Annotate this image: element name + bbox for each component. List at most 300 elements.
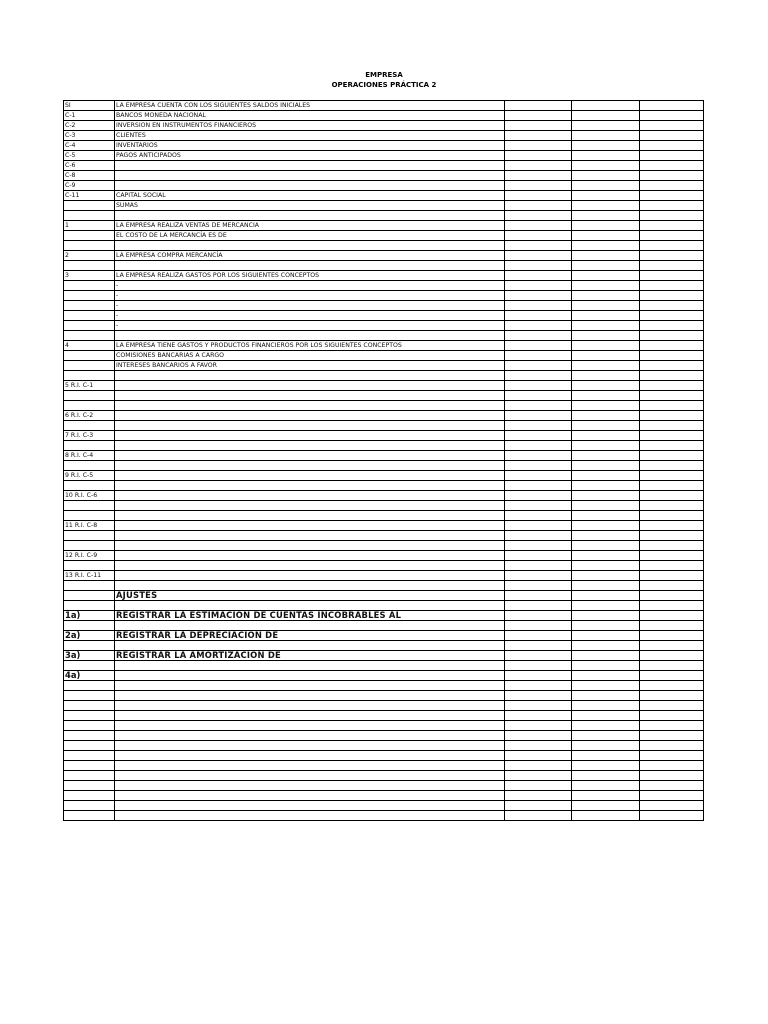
amount-cell[interactable] bbox=[505, 551, 572, 561]
debit-cell[interactable] bbox=[572, 671, 640, 681]
amount-cell[interactable] bbox=[505, 251, 572, 261]
credit-cell[interactable] bbox=[640, 791, 704, 801]
description-cell[interactable] bbox=[115, 491, 505, 501]
debit-cell[interactable] bbox=[572, 521, 640, 531]
debit-cell[interactable] bbox=[572, 261, 640, 271]
credit-cell[interactable] bbox=[640, 271, 704, 281]
code-cell[interactable] bbox=[64, 741, 115, 751]
code-cell[interactable] bbox=[64, 321, 115, 331]
credit-cell[interactable] bbox=[640, 211, 704, 221]
debit-cell[interactable] bbox=[572, 581, 640, 591]
description-cell[interactable]: AJUSTES bbox=[115, 591, 505, 601]
credit-cell[interactable] bbox=[640, 741, 704, 751]
debit-cell[interactable] bbox=[572, 771, 640, 781]
amount-cell[interactable] bbox=[505, 161, 572, 171]
credit-cell[interactable] bbox=[640, 251, 704, 261]
credit-cell[interactable] bbox=[640, 511, 704, 521]
credit-cell[interactable] bbox=[640, 431, 704, 441]
amount-cell[interactable] bbox=[505, 451, 572, 461]
description-cell[interactable] bbox=[115, 431, 505, 441]
credit-cell[interactable] bbox=[640, 461, 704, 471]
code-cell[interactable] bbox=[64, 201, 115, 211]
debit-cell[interactable] bbox=[572, 251, 640, 261]
amount-cell[interactable] bbox=[505, 791, 572, 801]
code-cell[interactable] bbox=[64, 801, 115, 811]
description-cell[interactable] bbox=[115, 661, 505, 671]
amount-cell[interactable] bbox=[505, 181, 572, 191]
debit-cell[interactable] bbox=[572, 811, 640, 821]
debit-cell[interactable] bbox=[572, 231, 640, 241]
code-cell[interactable]: C-1 bbox=[64, 111, 115, 121]
code-cell[interactable]: 6 R.I. C-2 bbox=[64, 411, 115, 421]
code-cell[interactable] bbox=[64, 351, 115, 361]
credit-cell[interactable] bbox=[640, 801, 704, 811]
credit-cell[interactable] bbox=[640, 531, 704, 541]
debit-cell[interactable] bbox=[572, 161, 640, 171]
credit-cell[interactable] bbox=[640, 651, 704, 661]
code-cell[interactable]: 10 R.I. C-6 bbox=[64, 491, 115, 501]
description-cell[interactable] bbox=[115, 241, 505, 251]
amount-cell[interactable] bbox=[505, 501, 572, 511]
code-cell[interactable]: 13 R.I. C-11 bbox=[64, 571, 115, 581]
description-cell[interactable] bbox=[115, 711, 505, 721]
amount-cell[interactable] bbox=[505, 391, 572, 401]
credit-cell[interactable] bbox=[640, 811, 704, 821]
credit-cell[interactable] bbox=[640, 701, 704, 711]
code-cell[interactable] bbox=[64, 561, 115, 571]
description-cell[interactable]: - bbox=[115, 301, 505, 311]
amount-cell[interactable] bbox=[505, 681, 572, 691]
credit-cell[interactable] bbox=[640, 671, 704, 681]
description-cell[interactable] bbox=[115, 671, 505, 681]
amount-cell[interactable] bbox=[505, 421, 572, 431]
description-cell[interactable] bbox=[115, 511, 505, 521]
code-cell[interactable] bbox=[64, 641, 115, 651]
code-cell[interactable] bbox=[64, 701, 115, 711]
debit-cell[interactable] bbox=[572, 481, 640, 491]
amount-cell[interactable] bbox=[505, 561, 572, 571]
credit-cell[interactable] bbox=[640, 661, 704, 671]
description-cell[interactable] bbox=[115, 681, 505, 691]
description-cell[interactable] bbox=[115, 801, 505, 811]
debit-cell[interactable] bbox=[572, 171, 640, 181]
credit-cell[interactable] bbox=[640, 391, 704, 401]
description-cell[interactable] bbox=[115, 471, 505, 481]
description-cell[interactable]: LA EMPRESA REALIZA VENTAS DE MERCANCIA bbox=[115, 221, 505, 231]
code-cell[interactable]: 7 R.I. C-3 bbox=[64, 431, 115, 441]
code-cell[interactable]: 3 bbox=[64, 271, 115, 281]
amount-cell[interactable] bbox=[505, 481, 572, 491]
amount-cell[interactable] bbox=[505, 711, 572, 721]
debit-cell[interactable] bbox=[572, 241, 640, 251]
description-cell[interactable]: LA EMPRESA REALIZA GASTOS POR LOS SIGUIENTES CONCEPTOS bbox=[115, 271, 505, 281]
amount-cell[interactable] bbox=[505, 521, 572, 531]
description-cell[interactable] bbox=[115, 751, 505, 761]
description-cell[interactable]: - bbox=[115, 291, 505, 301]
credit-cell[interactable] bbox=[640, 121, 704, 131]
debit-cell[interactable] bbox=[572, 801, 640, 811]
code-cell[interactable]: 3a) bbox=[64, 651, 115, 661]
description-cell[interactable]: COMISIONES BANCARIAS A CARGO bbox=[115, 351, 505, 361]
credit-cell[interactable] bbox=[640, 401, 704, 411]
debit-cell[interactable] bbox=[572, 421, 640, 431]
amount-cell[interactable] bbox=[505, 361, 572, 371]
debit-cell[interactable] bbox=[572, 611, 640, 621]
debit-cell[interactable] bbox=[572, 381, 640, 391]
debit-cell[interactable] bbox=[572, 291, 640, 301]
amount-cell[interactable] bbox=[505, 651, 572, 661]
credit-cell[interactable] bbox=[640, 361, 704, 371]
amount-cell[interactable] bbox=[505, 641, 572, 651]
description-cell[interactable] bbox=[115, 171, 505, 181]
debit-cell[interactable] bbox=[572, 211, 640, 221]
amount-cell[interactable] bbox=[505, 491, 572, 501]
code-cell[interactable] bbox=[64, 401, 115, 411]
code-cell[interactable]: 12 R.I. C-9 bbox=[64, 551, 115, 561]
description-cell[interactable]: INTERESES BANCARIOS A FAVOR bbox=[115, 361, 505, 371]
description-cell[interactable]: INVERSION EN INSTRUMENTOS FINANCIEROS bbox=[115, 121, 505, 131]
code-cell[interactable] bbox=[64, 331, 115, 341]
description-cell[interactable] bbox=[115, 621, 505, 631]
description-cell[interactable] bbox=[115, 501, 505, 511]
code-cell[interactable] bbox=[64, 721, 115, 731]
credit-cell[interactable] bbox=[640, 471, 704, 481]
credit-cell[interactable] bbox=[640, 111, 704, 121]
debit-cell[interactable] bbox=[572, 301, 640, 311]
credit-cell[interactable] bbox=[640, 551, 704, 561]
description-cell[interactable] bbox=[115, 741, 505, 751]
credit-cell[interactable] bbox=[640, 161, 704, 171]
debit-cell[interactable] bbox=[572, 401, 640, 411]
amount-cell[interactable] bbox=[505, 411, 572, 421]
credit-cell[interactable] bbox=[640, 191, 704, 201]
description-cell[interactable]: INVENTARIOS bbox=[115, 141, 505, 151]
credit-cell[interactable] bbox=[640, 641, 704, 651]
credit-cell[interactable] bbox=[640, 261, 704, 271]
debit-cell[interactable] bbox=[572, 271, 640, 281]
amount-cell[interactable] bbox=[505, 741, 572, 751]
debit-cell[interactable] bbox=[572, 121, 640, 131]
amount-cell[interactable] bbox=[505, 761, 572, 771]
credit-cell[interactable] bbox=[640, 141, 704, 151]
credit-cell[interactable] bbox=[640, 281, 704, 291]
credit-cell[interactable] bbox=[640, 321, 704, 331]
description-cell[interactable] bbox=[115, 551, 505, 561]
code-cell[interactable]: 2 bbox=[64, 251, 115, 261]
credit-cell[interactable] bbox=[640, 291, 704, 301]
amount-cell[interactable] bbox=[505, 141, 572, 151]
credit-cell[interactable] bbox=[640, 341, 704, 351]
description-cell[interactable] bbox=[115, 451, 505, 461]
description-cell[interactable] bbox=[115, 161, 505, 171]
description-cell[interactable] bbox=[115, 261, 505, 271]
description-cell[interactable]: - bbox=[115, 321, 505, 331]
amount-cell[interactable] bbox=[505, 311, 572, 321]
credit-cell[interactable] bbox=[640, 521, 704, 531]
code-cell[interactable]: C-11 bbox=[64, 191, 115, 201]
debit-cell[interactable] bbox=[572, 191, 640, 201]
code-cell[interactable] bbox=[64, 581, 115, 591]
credit-cell[interactable] bbox=[640, 441, 704, 451]
code-cell[interactable] bbox=[64, 621, 115, 631]
description-cell[interactable]: EL COSTO DE LA MERCANCÍA ES DE bbox=[115, 231, 505, 241]
debit-cell[interactable] bbox=[572, 711, 640, 721]
debit-cell[interactable] bbox=[572, 501, 640, 511]
debit-cell[interactable] bbox=[572, 541, 640, 551]
code-cell[interactable] bbox=[64, 461, 115, 471]
description-cell[interactable] bbox=[115, 481, 505, 491]
code-cell[interactable] bbox=[64, 481, 115, 491]
description-cell[interactable] bbox=[115, 601, 505, 611]
amount-cell[interactable] bbox=[505, 661, 572, 671]
description-cell[interactable]: LA EMPRESA TIENE GASTOS Y PRODUCTOS FINANCIEROS POR LOS SIGUIENTES CONCEPTOS bbox=[115, 341, 505, 351]
code-cell[interactable] bbox=[64, 511, 115, 521]
code-cell[interactable] bbox=[64, 761, 115, 771]
debit-cell[interactable] bbox=[572, 471, 640, 481]
code-cell[interactable] bbox=[64, 811, 115, 821]
description-cell[interactable] bbox=[115, 421, 505, 431]
debit-cell[interactable] bbox=[572, 621, 640, 631]
debit-cell[interactable] bbox=[572, 651, 640, 661]
debit-cell[interactable] bbox=[572, 341, 640, 351]
debit-cell[interactable] bbox=[572, 761, 640, 771]
code-cell[interactable]: C-9 bbox=[64, 181, 115, 191]
credit-cell[interactable] bbox=[640, 541, 704, 551]
code-cell[interactable] bbox=[64, 291, 115, 301]
description-cell[interactable] bbox=[115, 181, 505, 191]
description-cell[interactable]: BANCOS MONEDA NACIONAL bbox=[115, 111, 505, 121]
amount-cell[interactable] bbox=[505, 401, 572, 411]
code-cell[interactable]: C-3 bbox=[64, 131, 115, 141]
description-cell[interactable]: CAPITAL SOCIAL bbox=[115, 191, 505, 201]
code-cell[interactable] bbox=[64, 531, 115, 541]
debit-cell[interactable] bbox=[572, 131, 640, 141]
credit-cell[interactable] bbox=[640, 101, 704, 111]
code-cell[interactable]: C-2 bbox=[64, 121, 115, 131]
amount-cell[interactable] bbox=[505, 331, 572, 341]
debit-cell[interactable] bbox=[572, 601, 640, 611]
code-cell[interactable] bbox=[64, 771, 115, 781]
amount-cell[interactable] bbox=[505, 721, 572, 731]
credit-cell[interactable] bbox=[640, 681, 704, 691]
code-cell[interactable] bbox=[64, 441, 115, 451]
amount-cell[interactable] bbox=[505, 171, 572, 181]
amount-cell[interactable] bbox=[505, 671, 572, 681]
credit-cell[interactable] bbox=[640, 491, 704, 501]
description-cell[interactable]: - bbox=[115, 311, 505, 321]
description-cell[interactable]: REGISTRAR LA DEPRECIACION DE bbox=[115, 631, 505, 641]
debit-cell[interactable] bbox=[572, 631, 640, 641]
debit-cell[interactable] bbox=[572, 461, 640, 471]
code-cell[interactable] bbox=[64, 261, 115, 271]
credit-cell[interactable] bbox=[640, 311, 704, 321]
amount-cell[interactable] bbox=[505, 461, 572, 471]
credit-cell[interactable] bbox=[640, 241, 704, 251]
debit-cell[interactable] bbox=[572, 151, 640, 161]
debit-cell[interactable] bbox=[572, 691, 640, 701]
amount-cell[interactable] bbox=[505, 101, 572, 111]
credit-cell[interactable] bbox=[640, 611, 704, 621]
code-cell[interactable]: C-8 bbox=[64, 171, 115, 181]
code-cell[interactable]: C-5 bbox=[64, 151, 115, 161]
debit-cell[interactable] bbox=[572, 791, 640, 801]
debit-cell[interactable] bbox=[572, 731, 640, 741]
amount-cell[interactable] bbox=[505, 121, 572, 131]
description-cell[interactable] bbox=[115, 791, 505, 801]
credit-cell[interactable] bbox=[640, 631, 704, 641]
debit-cell[interactable] bbox=[572, 451, 640, 461]
amount-cell[interactable] bbox=[505, 431, 572, 441]
code-cell[interactable] bbox=[64, 421, 115, 431]
amount-cell[interactable] bbox=[505, 441, 572, 451]
amount-cell[interactable] bbox=[505, 241, 572, 251]
credit-cell[interactable] bbox=[640, 561, 704, 571]
amount-cell[interactable] bbox=[505, 291, 572, 301]
credit-cell[interactable] bbox=[640, 131, 704, 141]
description-cell[interactable] bbox=[115, 771, 505, 781]
credit-cell[interactable] bbox=[640, 181, 704, 191]
amount-cell[interactable] bbox=[505, 731, 572, 741]
debit-cell[interactable] bbox=[572, 111, 640, 121]
credit-cell[interactable] bbox=[640, 721, 704, 731]
code-cell[interactable]: C-6 bbox=[64, 161, 115, 171]
code-cell[interactable] bbox=[64, 691, 115, 701]
credit-cell[interactable] bbox=[640, 761, 704, 771]
code-cell[interactable]: 5 R.I. C-1 bbox=[64, 381, 115, 391]
amount-cell[interactable] bbox=[505, 381, 572, 391]
amount-cell[interactable] bbox=[505, 191, 572, 201]
amount-cell[interactable] bbox=[505, 601, 572, 611]
credit-cell[interactable] bbox=[640, 751, 704, 761]
description-cell[interactable] bbox=[115, 721, 505, 731]
credit-cell[interactable] bbox=[640, 711, 704, 721]
debit-cell[interactable] bbox=[572, 511, 640, 521]
description-cell[interactable] bbox=[115, 331, 505, 341]
debit-cell[interactable] bbox=[572, 591, 640, 601]
description-cell[interactable] bbox=[115, 211, 505, 221]
code-cell[interactable]: 4a) bbox=[64, 671, 115, 681]
debit-cell[interactable] bbox=[572, 181, 640, 191]
description-cell[interactable] bbox=[115, 641, 505, 651]
amount-cell[interactable] bbox=[505, 261, 572, 271]
debit-cell[interactable] bbox=[572, 221, 640, 231]
description-cell[interactable]: REGISTRAR LA ESTIMACION DE CUENTAS INCOBRABLES AL bbox=[115, 611, 505, 621]
code-cell[interactable]: 4 bbox=[64, 341, 115, 351]
amount-cell[interactable] bbox=[505, 781, 572, 791]
debit-cell[interactable] bbox=[572, 201, 640, 211]
debit-cell[interactable] bbox=[572, 391, 640, 401]
code-cell[interactable] bbox=[64, 361, 115, 371]
credit-cell[interactable] bbox=[640, 501, 704, 511]
amount-cell[interactable] bbox=[505, 201, 572, 211]
amount-cell[interactable] bbox=[505, 351, 572, 361]
debit-cell[interactable] bbox=[572, 721, 640, 731]
amount-cell[interactable] bbox=[505, 611, 572, 621]
credit-cell[interactable] bbox=[640, 731, 704, 741]
debit-cell[interactable] bbox=[572, 751, 640, 761]
code-cell[interactable]: C-4 bbox=[64, 141, 115, 151]
amount-cell[interactable] bbox=[505, 511, 572, 521]
description-cell[interactable] bbox=[115, 571, 505, 581]
code-cell[interactable] bbox=[64, 731, 115, 741]
credit-cell[interactable] bbox=[640, 481, 704, 491]
code-cell[interactable] bbox=[64, 591, 115, 601]
code-cell[interactable] bbox=[64, 781, 115, 791]
debit-cell[interactable] bbox=[572, 441, 640, 451]
credit-cell[interactable] bbox=[640, 231, 704, 241]
description-cell[interactable] bbox=[115, 541, 505, 551]
amount-cell[interactable] bbox=[505, 131, 572, 141]
debit-cell[interactable] bbox=[572, 321, 640, 331]
amount-cell[interactable] bbox=[505, 701, 572, 711]
debit-cell[interactable] bbox=[572, 641, 640, 651]
credit-cell[interactable] bbox=[640, 381, 704, 391]
amount-cell[interactable] bbox=[505, 691, 572, 701]
credit-cell[interactable] bbox=[640, 591, 704, 601]
credit-cell[interactable] bbox=[640, 621, 704, 631]
debit-cell[interactable] bbox=[572, 551, 640, 561]
description-cell[interactable]: PAGOS ANTICIPADOS bbox=[115, 151, 505, 161]
description-cell[interactable] bbox=[115, 691, 505, 701]
amount-cell[interactable] bbox=[505, 321, 572, 331]
description-cell[interactable] bbox=[115, 531, 505, 541]
code-cell[interactable] bbox=[64, 311, 115, 321]
amount-cell[interactable] bbox=[505, 541, 572, 551]
description-cell[interactable]: - bbox=[115, 281, 505, 291]
amount-cell[interactable] bbox=[505, 301, 572, 311]
code-cell[interactable] bbox=[64, 391, 115, 401]
code-cell[interactable] bbox=[64, 501, 115, 511]
description-cell[interactable] bbox=[115, 381, 505, 391]
code-cell[interactable] bbox=[64, 661, 115, 671]
debit-cell[interactable] bbox=[572, 351, 640, 361]
amount-cell[interactable] bbox=[505, 581, 572, 591]
code-cell[interactable] bbox=[64, 211, 115, 221]
debit-cell[interactable] bbox=[572, 661, 640, 671]
credit-cell[interactable] bbox=[640, 331, 704, 341]
debit-cell[interactable] bbox=[572, 411, 640, 421]
amount-cell[interactable] bbox=[505, 801, 572, 811]
amount-cell[interactable] bbox=[505, 631, 572, 641]
amount-cell[interactable] bbox=[505, 221, 572, 231]
credit-cell[interactable] bbox=[640, 771, 704, 781]
amount-cell[interactable] bbox=[505, 471, 572, 481]
code-cell[interactable]: SI bbox=[64, 101, 115, 111]
amount-cell[interactable] bbox=[505, 591, 572, 601]
amount-cell[interactable] bbox=[505, 231, 572, 241]
credit-cell[interactable] bbox=[640, 221, 704, 231]
credit-cell[interactable] bbox=[640, 411, 704, 421]
credit-cell[interactable] bbox=[640, 571, 704, 581]
description-cell[interactable] bbox=[115, 461, 505, 471]
debit-cell[interactable] bbox=[572, 431, 640, 441]
description-cell[interactable] bbox=[115, 391, 505, 401]
debit-cell[interactable] bbox=[572, 701, 640, 711]
code-cell[interactable] bbox=[64, 751, 115, 761]
debit-cell[interactable] bbox=[572, 281, 640, 291]
amount-cell[interactable] bbox=[505, 341, 572, 351]
debit-cell[interactable] bbox=[572, 561, 640, 571]
code-cell[interactable]: 9 R.I. C-5 bbox=[64, 471, 115, 481]
description-cell[interactable] bbox=[115, 371, 505, 381]
code-cell[interactable] bbox=[64, 301, 115, 311]
debit-cell[interactable] bbox=[572, 101, 640, 111]
code-cell[interactable]: 1a) bbox=[64, 611, 115, 621]
credit-cell[interactable] bbox=[640, 421, 704, 431]
description-cell[interactable]: CLIENTES bbox=[115, 131, 505, 141]
amount-cell[interactable] bbox=[505, 751, 572, 761]
amount-cell[interactable] bbox=[505, 371, 572, 381]
